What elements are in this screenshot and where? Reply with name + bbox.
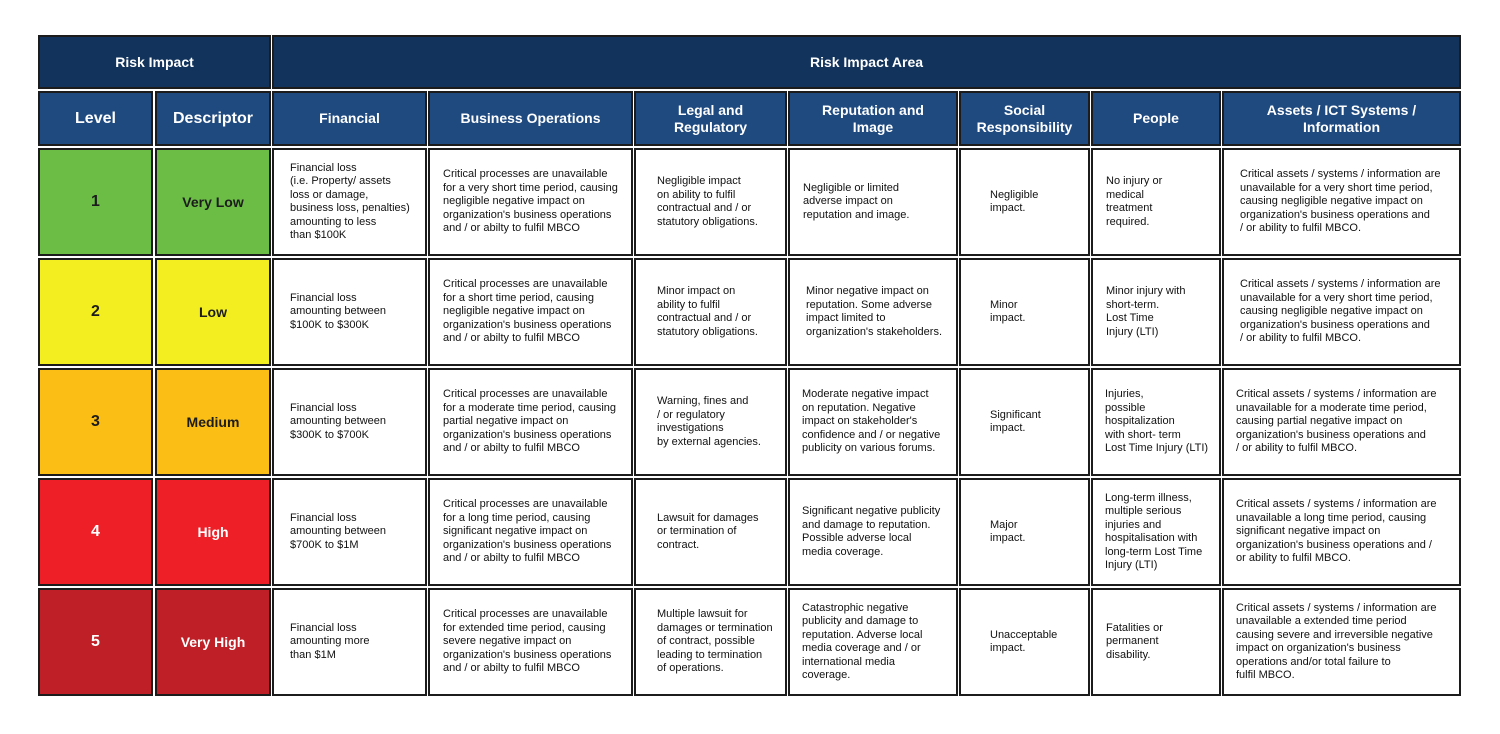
- column-header-financial: Financial: [272, 91, 427, 146]
- column-header-people: People: [1091, 91, 1221, 146]
- financial-cell: Financial loss amounting between $700K to $1M: [272, 478, 427, 586]
- assets-cell: Critical assets / systems / information are unavailable a long time period, causing significant negative impact on organization's business operations and / or ability to fulfil MBCO.: [1222, 478, 1461, 586]
- column-header-business-operations: Business Operations: [428, 91, 633, 146]
- assets-cell: Critical assets / systems / information are unavailable for a very short time period, causing negligible negative impact on organization's business operations and / or ability to fulfil MBCO.: [1222, 258, 1461, 366]
- descriptor-cell: Very Low: [155, 148, 271, 256]
- people-cell: Minor injury with short-term. Lost Time Injury (LTI): [1091, 258, 1221, 366]
- column-header-descriptor: Descriptor: [155, 91, 271, 146]
- people-cell: Injuries, possible hospitalization with short- term Lost Time Injury (LTI): [1091, 368, 1221, 476]
- level-cell: 1: [38, 148, 153, 256]
- business-operations-cell: Critical processes are unavailable for extended time period, causing severe negative impact on organization's business operations and / or abilty to fulfil MBCO: [428, 588, 633, 696]
- risk-impact-header: Risk Impact: [38, 35, 271, 89]
- reputation-cell: Catastrophic negative publicity and damage to reputation. Adverse local media coverage and / or international media coverage.: [788, 588, 958, 696]
- business-operations-cell: Critical processes are unavailable for a short time period, causing negligible negative impact on organization's business operations and / or abilty to fulfil MBCO: [428, 258, 633, 366]
- level-cell: 3: [38, 368, 153, 476]
- assets-cell: Critical assets / systems / information are unavailable for a very short time period, causing negligible negative impact on organization's business operations and / or ability to fulfil MBCO.: [1222, 148, 1461, 256]
- social-cell: Major impact.: [959, 478, 1090, 586]
- descriptor-cell: Low: [155, 258, 271, 366]
- financial-cell: Financial loss amounting between $100K to $300K: [272, 258, 427, 366]
- descriptor-cell: Very High: [155, 588, 271, 696]
- reputation-cell: Minor negative impact on reputation. Some adverse impact limited to organization's stakeholders.: [788, 258, 958, 366]
- social-cell: Minor impact.: [959, 258, 1090, 366]
- legal-cell: Minor impact on ability to fulfil contractual and / or statutory obligations.: [634, 258, 787, 366]
- reputation-cell: Moderate negative impact on reputation. Negative impact on stakeholder's confidence and / or negative publicity on various forums.: [788, 368, 958, 476]
- reputation-cell: Negligible or limited adverse impact on reputation and image.: [788, 148, 958, 256]
- people-cell: Fatalities or permanent disability.: [1091, 588, 1221, 696]
- legal-cell: Negligible impact on ability to fulfil contractual and / or statutory obligations.: [634, 148, 787, 256]
- descriptor-cell: Medium: [155, 368, 271, 476]
- people-cell: Long-term illness, multiple serious injuries and hospitalisation with long-term Lost Time Injury (LTI): [1091, 478, 1221, 586]
- column-header-assets: Assets / ICT Systems / Information: [1222, 91, 1461, 146]
- assets-cell: Critical assets / systems / information are unavailable for a moderate time period, causing partial negative impact on organization's business operations and / or ability to fulfil MBCO.: [1222, 368, 1461, 476]
- financial-cell: Financial loss amounting between $300K to $700K: [272, 368, 427, 476]
- reputation-cell: Significant negative publicity and damage to reputation. Possible adverse local media coverage.: [788, 478, 958, 586]
- financial-cell: Financial loss amounting more than $1M: [272, 588, 427, 696]
- risk-impact-area-header: Risk Impact Area: [272, 35, 1461, 89]
- financial-cell: Financial loss (i.e. Property/ assets loss or damage, business loss, penalties) amounting to less than $100K: [272, 148, 427, 256]
- business-operations-cell: Critical processes are unavailable for a moderate time period, causing partial negative impact on organization's business operations and / or abilty to fulfil MBCO: [428, 368, 633, 476]
- business-operations-cell: Critical processes are unavailable for a long time period, causing significant negative impact on organization's business operations and / or abilty to fulfil MBCO: [428, 478, 633, 586]
- level-cell: 5: [38, 588, 153, 696]
- legal-cell: Multiple lawsuit for damages or termination of contract, possible leading to termination of operations.: [634, 588, 787, 696]
- column-header-level: Level: [38, 91, 153, 146]
- social-cell: Significant impact.: [959, 368, 1090, 476]
- column-header-reputation: Reputation and Image: [788, 91, 958, 146]
- descriptor-cell: High: [155, 478, 271, 586]
- people-cell: No injury or medical treatment required.: [1091, 148, 1221, 256]
- business-operations-cell: Critical processes are unavailable for a very short time period, causing negligible negative impact on organization's business operations and / or abilty to fulfil MBCO: [428, 148, 633, 256]
- column-header-social: Social Responsibility: [959, 91, 1090, 146]
- legal-cell: Lawsuit for damages or termination of contract.: [634, 478, 787, 586]
- level-cell: 2: [38, 258, 153, 366]
- legal-cell: Warning, fines and / or regulatory investigations by external agencies.: [634, 368, 787, 476]
- social-cell: Unacceptable impact.: [959, 588, 1090, 696]
- social-cell: Negligible impact.: [959, 148, 1090, 256]
- column-header-legal: Legal and Regulatory: [634, 91, 787, 146]
- level-cell: 4: [38, 478, 153, 586]
- assets-cell: Critical assets / systems / information are unavailable a extended time period causing severe and irreversible negative impact on organization's business operations and/or total failure to fulfil MBCO.: [1222, 588, 1461, 696]
